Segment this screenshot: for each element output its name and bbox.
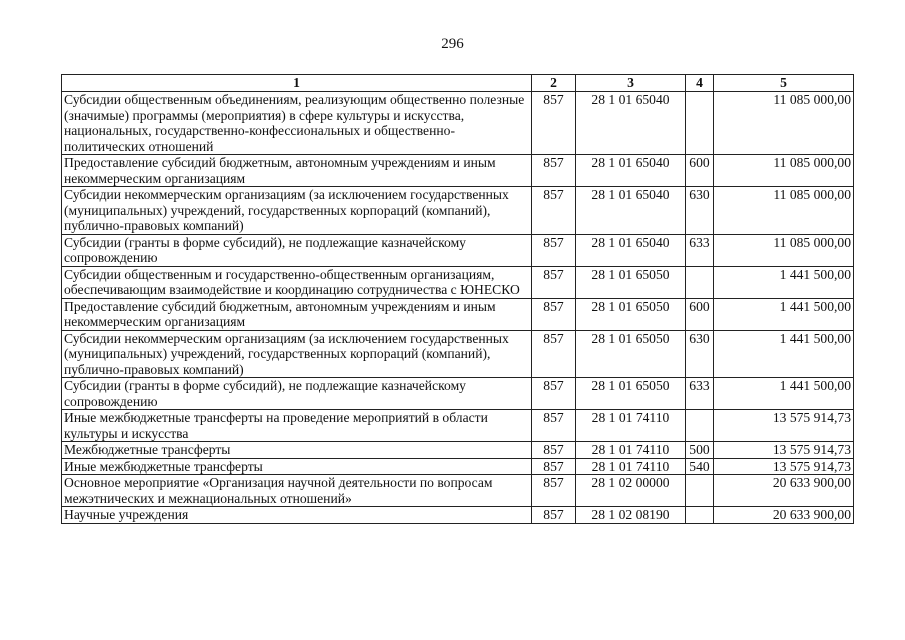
- row-gr: 857: [532, 92, 576, 155]
- row-sum: 1 441 500,00: [714, 298, 854, 330]
- row-vr: 633: [686, 234, 714, 266]
- row-name: Субсидии некоммерческим организациям (за исключением государственных (муниципальных) учреждений, государственных корпораций (компаний), публично-правовых компаний): [62, 187, 532, 235]
- row-code: 28 1 01 65050: [576, 330, 686, 378]
- row-code: 28 1 01 65050: [576, 298, 686, 330]
- row-sum: 13 575 914,73: [714, 458, 854, 475]
- row-gr: 857: [532, 330, 576, 378]
- table-row: [62, 155, 854, 187]
- row-code: 28 1 01 65040: [576, 187, 686, 235]
- row-sum: 1 441 500,00: [714, 330, 854, 378]
- row-code: 28 1 01 65040: [576, 155, 686, 187]
- row-vr: 500: [686, 442, 714, 459]
- row-gr: 857: [532, 475, 576, 507]
- row-gr: 857: [532, 378, 576, 410]
- row-sum: 13 575 914,73: [714, 410, 854, 442]
- row-sum: 1 441 500,00: [714, 266, 854, 298]
- row-name: Предоставление субсидий бюджетным, автономным учреждениям и иным некоммерческим организациям: [62, 155, 532, 187]
- row-name: Предоставление субсидий бюджетным, автономным учреждениям и иным некоммерческим организациям: [62, 298, 532, 330]
- table-row: [62, 330, 854, 378]
- row-code: 28 1 01 65050: [576, 266, 686, 298]
- table-row: [62, 187, 854, 235]
- row-code: 28 1 01 74110: [576, 410, 686, 442]
- row-name: Субсидии общественным объединениям, реализующим общественно полезные (значимые) программы (мероприятия) в сфере культуры и искусства, национальных, государственно-конфессиональных и общественно-политических отношений: [62, 92, 532, 155]
- row-vr: 540: [686, 458, 714, 475]
- row-name: Субсидии (гранты в форме субсидий), не подлежащие казначейскому сопровождению: [62, 234, 532, 266]
- row-gr: 857: [532, 155, 576, 187]
- row-vr: 630: [686, 330, 714, 378]
- row-code: 28 1 01 65050: [576, 378, 686, 410]
- table-row: [62, 410, 854, 442]
- table-row: [62, 458, 854, 475]
- row-gr: 857: [532, 266, 576, 298]
- table-row: [62, 378, 854, 410]
- row-sum: 20 633 900,00: [714, 507, 854, 524]
- row-name: Субсидии общественным и государственно-общественным организациям, обеспечивающим взаимодействие и координацию сотрудничества с ЮНЕСКО: [62, 266, 532, 298]
- col-header-vr: 4: [686, 75, 714, 92]
- col-header-gr: 2: [532, 75, 576, 92]
- row-vr: [686, 266, 714, 298]
- row-sum: 11 085 000,00: [714, 92, 854, 155]
- row-sum: 20 633 900,00: [714, 475, 854, 507]
- col-header-code: 3: [576, 75, 686, 92]
- row-vr: [686, 92, 714, 155]
- table-row: [62, 92, 854, 155]
- row-gr: 857: [532, 442, 576, 459]
- row-sum: 13 575 914,73: [714, 442, 854, 459]
- row-gr: 857: [532, 187, 576, 235]
- row-vr: 600: [686, 298, 714, 330]
- table-row: [62, 475, 854, 507]
- col-header-sum: 5: [714, 75, 854, 92]
- row-vr: 600: [686, 155, 714, 187]
- row-vr: 630: [686, 187, 714, 235]
- row-name: Основное мероприятие «Организация научной деятельности по вопросам межэтнических и межнациональных отношений»: [62, 475, 532, 507]
- row-name: Научные учреждения: [62, 507, 532, 524]
- row-vr: [686, 410, 714, 442]
- row-name: Иные межбюджетные трансферты на проведение мероприятий в области культуры и искусства: [62, 410, 532, 442]
- row-code: 28 1 01 65040: [576, 234, 686, 266]
- col-header-name: 1: [62, 75, 532, 92]
- header-row: [62, 75, 854, 92]
- row-code: 28 1 02 08190: [576, 507, 686, 524]
- row-name: Субсидии некоммерческим организациям (за исключением государственных (муниципальных) учреждений, государственных корпораций (компаний), публично-правовых компаний): [62, 330, 532, 378]
- row-sum: 11 085 000,00: [714, 234, 854, 266]
- row-sum: 11 085 000,00: [714, 155, 854, 187]
- row-gr: 857: [532, 507, 576, 524]
- row-code: 28 1 01 65040: [576, 92, 686, 155]
- row-name: Субсидии (гранты в форме субсидий), не подлежащие казначейскому сопровождению: [62, 378, 532, 410]
- table-row: [62, 442, 854, 459]
- row-vr: 633: [686, 378, 714, 410]
- row-vr: [686, 475, 714, 507]
- row-gr: 857: [532, 298, 576, 330]
- row-vr: [686, 507, 714, 524]
- row-name: Межбюджетные трансферты: [62, 442, 532, 459]
- table-row: [62, 234, 854, 266]
- row-sum: 11 085 000,00: [714, 187, 854, 235]
- row-name: Иные межбюджетные трансферты: [62, 458, 532, 475]
- row-gr: 857: [532, 234, 576, 266]
- table-row: [62, 298, 854, 330]
- row-code: 28 1 02 00000: [576, 475, 686, 507]
- row-code: 28 1 01 74110: [576, 442, 686, 459]
- row-sum: 1 441 500,00: [714, 378, 854, 410]
- budget-table: [61, 74, 854, 524]
- row-gr: 857: [532, 410, 576, 442]
- page-number: 296: [441, 36, 464, 52]
- row-gr: 857: [532, 458, 576, 475]
- row-code: 28 1 01 74110: [576, 458, 686, 475]
- table-row: [62, 266, 854, 298]
- table-row: [62, 507, 854, 524]
